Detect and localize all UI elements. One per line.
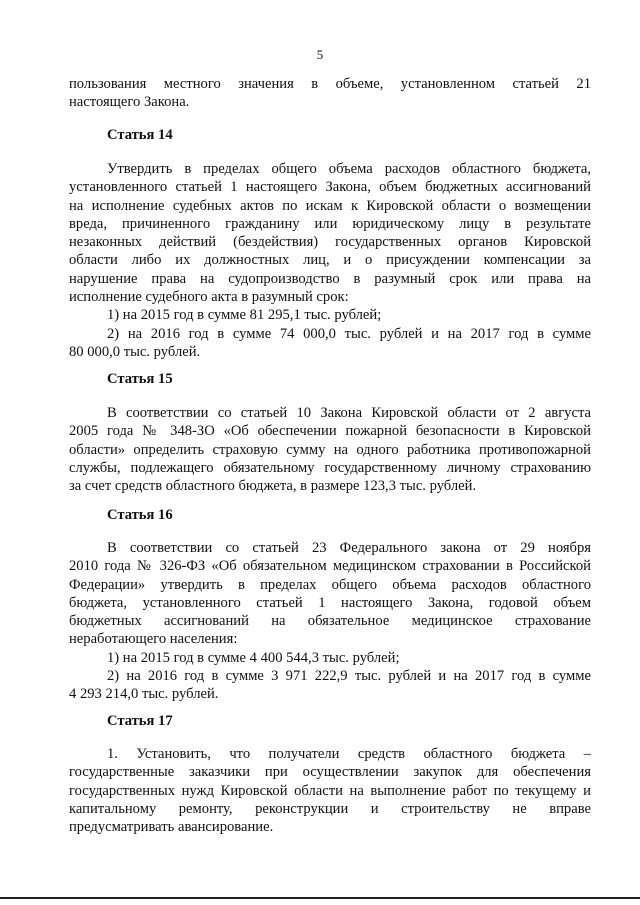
article-heading: Статья 16 [107, 507, 173, 523]
article-16-body [69, 539, 591, 704]
text-line: вреда, причиненного гражданину или юридическому лицу в результате [69, 215, 591, 232]
text-line: нарушение права на судопроизводство в разумный срок или права на [69, 270, 591, 287]
text-line: В соответствии со статьей 23 Федерального закона от 29 ноября [107, 540, 591, 556]
text-line: на исполнение судебных актов по искам к Кировской области о возмещении [69, 197, 591, 214]
text-line: незаконных действий (бездействия) государственных органов Кировской [69, 234, 591, 251]
text-line: Утвердить в пределах общего объема расходов областного бюджета, [107, 161, 591, 177]
text-line: области» определить страховую сумму на одного работника противопожарной [69, 441, 591, 458]
text-line: Федерации» утвердить в пределах общего объема расходов областного [69, 576, 591, 593]
text-line: 1) на 2015 год в сумме 4 400 544,3 тыс. рублей; [107, 649, 400, 666]
article-17-body [69, 745, 591, 836]
text-line: государственные заказчики при осуществлении закупок для обеспечения [69, 764, 591, 781]
article-15-body [69, 404, 591, 495]
text-line: государственных нужд Кировской области на выполнение работ по текущему и [69, 782, 591, 799]
text-line: капитальному ремонту, реконструкции и строительству не вправе [69, 800, 591, 817]
text-line: пользования местного значения в объеме, установленном статьей 21 [69, 76, 591, 92]
text-line: неработающего населения: [69, 631, 238, 648]
text-line: 2010 года № 326-ФЗ «Об обязательном медицинском страховании в Российской [69, 558, 591, 575]
text-line: установленного статьей 1 настоящего Закона, объем бюджетных ассигнований [69, 179, 591, 196]
text-line: службы, подлежащего обязательному государственному личному страхованию [69, 459, 591, 476]
article-heading: Статья 17 [107, 713, 173, 729]
text-line: за счет средств областного бюджета, в размере 123,3 тыс. рублей. [69, 478, 477, 495]
text-line: 2) на 2016 год в сумме 3 971 222,9 тыс. рублей и на 2017 год в сумме [107, 668, 591, 685]
bottom-divider [0, 897, 640, 899]
article-heading: Статья 15 [107, 371, 173, 387]
text-line: настоящего Закона. [69, 94, 190, 111]
text-line: 4 293 214,0 тыс. рублей. [69, 686, 219, 703]
text-line: 1) на 2015 год в сумме 81 295,1 тыс. рублей; [107, 307, 382, 324]
text-line: исполнение судебного акта в разумный срок: [69, 289, 349, 306]
text-line: 1. Установить, что получатели средств областного бюджета – [107, 746, 591, 762]
text-line: 2005 года № 348-ЗО «Об обеспечении пожарной безопасности в Кировской [69, 423, 591, 440]
text-line: В соответствии со статьей 10 Закона Кировской области от 2 августа [107, 405, 591, 421]
page-number: 5 [316, 47, 324, 62]
text-line: бюджета, установленного статьей 1 настоящего Закона, годовой объем [69, 594, 591, 611]
text-line: 2) на 2016 год в сумме 74 000,0 тыс. рублей и на 2017 год в сумме [107, 325, 591, 342]
text-line: предусматривать авансирование. [69, 819, 274, 836]
text-line: 80 000,0 тыс. рублей. [69, 343, 201, 360]
text-line: области либо их должностных лиц, и о присуждении компенсации за [69, 252, 591, 269]
article-heading: Статья 14 [107, 127, 173, 143]
intro-paragraph [69, 75, 591, 112]
article-14-body [69, 160, 591, 361]
text-line: бюджетных ассигнований на обязательное медицинское страхование [69, 613, 591, 630]
